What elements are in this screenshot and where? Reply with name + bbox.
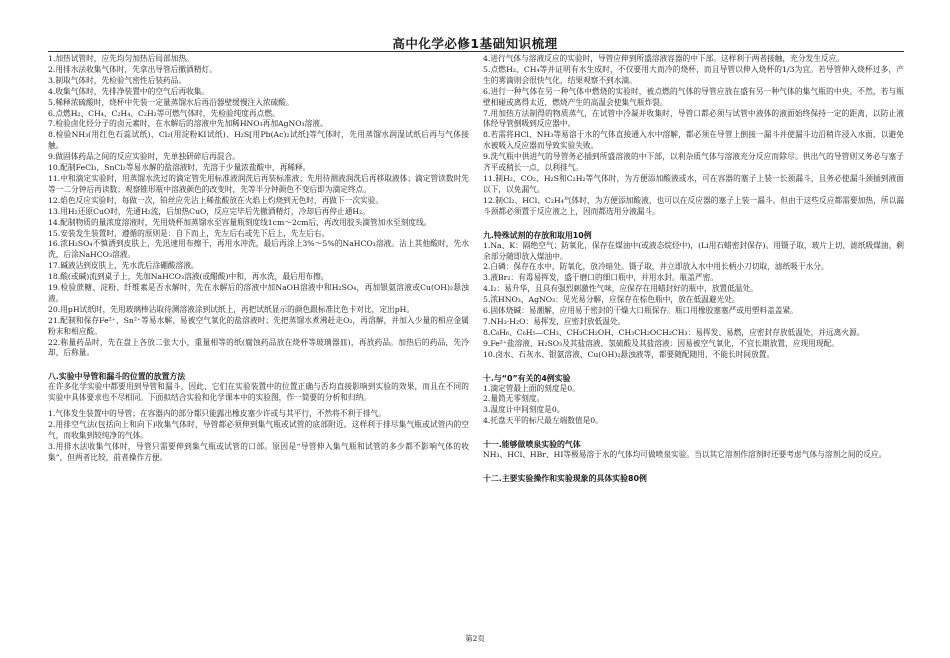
list-item: 4.收集气体时，先排净装置中的空气后再收集。: [48, 86, 210, 96]
section-heading-9: 九.特殊试剂的存放和取用10例: [483, 230, 592, 240]
list-item: 12.制Cl₂、HCl、C₂H₄气体时，为方便添加酸液，也可以在反应器的塞子上装一漏斗。但由于这些反应都需要加热，所以漏斗颈都必须置于反应液之上，因而都选用分液漏斗。: [483, 195, 904, 216]
list-item: 9.洗气瓶中供进气的导管务必插到所盛溶液的中下部，以利杂质气体与溶液充分反应而除尽。供出气的导管则又务必与塞子齐平或稍长一点，以利排气。: [483, 152, 904, 173]
list-item: 1.气体发生装置中的导管；在容器内的部分都只能露出橡皮塞少许或与其平行，不然将不利于排气。: [48, 409, 386, 419]
list-item: 8.C₆H₆、C₆H₅—CH₃、CH₃CH₂OH、CH₃CH₂OCH₂CH₃：易挥发、易燃，应密封存放低温处，并远离火源。: [483, 327, 865, 337]
list-item: 10.配制FeCl₃，SnCl₂等易水解的盐溶液时，先溶于少量浓盐酸中，再稀释。: [48, 163, 311, 173]
section-heading-12: 十二.主要实验操作和实验现象的具体实验80例: [483, 474, 647, 484]
list-item: 8.检验NH₃(用红色石蕊试纸)、Cl₂(用淀粉KI试纸)、H₂S[用Pb(Ac)₂试纸]等气体时，先用蒸馏水润湿试纸后再与气体接触。: [48, 130, 469, 151]
list-item: 1.Na、K：隔绝空气；防氧化，保存在煤油中(或液态烷烃中)，(Li用石蜡密封保存)。用镊子取，玻片上切，滤纸吸煤油，剩余部分随即放入煤油中。: [483, 240, 904, 261]
section-intro: 在许多化学实验中都要用到导管和漏斗，因此，它们在实验装置中的位置正确与否均直接影响到实验的效果，而且在不同的实验中具体要求也不尽相同。下面拟结合实验和化学课本中的实验图，作一简要的分析和归纳。: [48, 382, 469, 403]
list-item: 5.稀释浓硫酸时，烧杯中先装一定量蒸馏水后再沿器壁缓慢注入浓硫酸。: [48, 97, 294, 107]
list-item: 3.液Br₂：有毒易挥发，盛于磨口的细口瓶中，并用水封。瓶盖严密。: [483, 273, 718, 283]
list-item: 14.配制物质的量浓度溶液时，先用烧杯加蒸馏水至容量瓶刻度线1cm～2cm后，再改用胶头滴管加水至刻度线。: [48, 217, 432, 227]
list-item: 5.浓HNO₃、AgNO₃：见光易分解，应保存在棕色瓶中，放在低温避光处。: [483, 295, 740, 305]
list-item: 3.用排水法收集气体时，导管只需要伸到集气瓶或试管的口部。原因是“导管伸入集气瓶和试管的多少都不影响气体的收集”，但两者比较，前者操作方便。: [48, 441, 469, 462]
list-item: 16.浓H₂SO₄不慎洒到皮肤上，先迅速用布擦干，再用水冲洗，最后再涂上3%～5%的NaHCO₃溶液。沾上其他酸时，先水洗，后涂NaHCO₃溶液。: [48, 239, 469, 260]
right-column: [483, 54, 904, 484]
list-item: 2.量筒无零刻度。: [483, 394, 545, 404]
list-item: 7.NH₃·H₂O：易挥发，应密封放低温处。: [483, 316, 626, 326]
list-item: 6.点燃H₂、CH₄、C₂H₄、C₂H₂等可燃气体时，先检验纯度再点燃。: [48, 108, 280, 118]
list-item: 11.制H₂、CO₂、H₂S和C₂H₂等气体时，为方便添加酸液或水，可在容器的塞子上装一长颈漏斗，且务必使漏斗颈插到液面以下，以免漏气。: [483, 173, 904, 194]
list-item: 12.焰色反应实验时，每做一次，铂丝应先沾上稀盐酸放在火焰上灼烧到无色时，再做下一次实验。: [48, 195, 384, 205]
list-item: 1.加热试管时，应先均匀加热后局部加热。: [48, 54, 194, 63]
list-item: 20.用pH试纸时，先用玻璃棒沾取待测溶液涂到试纸上，再把试纸显示的颜色跟标准比色卡对比，定出pH。: [48, 304, 415, 314]
list-item: 9.Fe²⁺盐溶液、H₂SO₃及其盐溶液、氢硫酸及其盐溶液：因易被空气氧化，不宜长期放置，应现用现配。: [483, 338, 839, 348]
list-item: 13.用H₂还原CuO时，先通H₂流，后加热CuO，反应完毕后先撤酒精灯，冷却后再停止通H₂。: [48, 206, 370, 216]
list-item: 19.检验蔗糖、淀粉、纤维素是否水解时，先在水解后的溶液中加NaOH溶液中和H₂SO₄，再加银氨溶液或Cu(OH)₂悬浊液。: [48, 283, 469, 303]
list-item: 9.做固体药品之间的反应实验时，先单独研碎后再混合。: [48, 152, 240, 162]
list-item: 2.白磷：保存在水中，防氧化，放冷暗处。镊子取，并立即放入水中用长柄小刀切取，滤纸吸干水分。: [483, 262, 829, 272]
list-item: 10.卤水、石灰水、银氨溶液、Cu(OH)₂悬浊液等，都要随配随用，不能长时间放置。: [483, 349, 775, 359]
list-item: 2.用排水法收集气体时，先拿出导管后撤酒精灯。: [48, 64, 217, 74]
left-column: [48, 54, 469, 464]
list-item: 4.I₂：易升华，且具有强烈刺激性气味，应保存在用蜡封好的瓶中，放置低温处。: [483, 284, 758, 294]
title-underline: [48, 51, 904, 52]
page-number: 第2页: [465, 634, 485, 643]
list-item: 4.进行气体与溶液反应的实验时，导管应伸到所盛溶液容器的中下部。这样利于两者接触，充分发生反应。: [483, 54, 844, 63]
section-heading-10: 十.与“0”有关的4例实验: [483, 373, 571, 383]
list-item: 7.检验卤化烃分子的卤元素时，在水解后的溶液中先加稀HNO₃再加AgNO₃溶液。: [48, 119, 328, 129]
list-item: 7.用加热方法制得的物质蒸气，在试管中冷凝并收集时，导管口都必须与试管中液体的液面始终保持一定的距离，以防止液体经导管倒吸到反应器中。: [483, 108, 904, 129]
list-item: 22.称量药品时，先在盘上各放二张大小，重量相等的纸(腐蚀药品放在烧杯等玻璃器皿)，再放药品。加热后的药品，先冷却，后称量。: [48, 337, 469, 358]
list-item: 2.用排空气法(包括向上和向下)收集气体时，导管都必须伸到集气瓶或试管的底部附近。这样利于排尽集气瓶或试管内的空气，而收集到较纯净的气体。: [48, 420, 469, 440]
list-item: 17.碱液沾到皮肤上，先水洗后涂硼酸溶液。: [48, 261, 199, 271]
list-item: 18.酸(或碱)流到桌子上，先加NaHCO₃溶液(或醋酸)中和，再水洗，最后用布擦。: [48, 272, 329, 282]
section-heading-11: 十一.能够做喷泉实验的气体: [483, 440, 581, 450]
list-item: 3.制取气体时，先检验气密性后装药品。: [48, 75, 187, 85]
list-item: 5.点燃H₂、CH₄等并证明有水生成时，不仅要用大而冷的烧杯，而且导管以伸入烧杯的1/3为宜。若导管伸入烧杯过多，产生的雾滴则会很快气化，结果观察不到水滴。: [483, 64, 904, 85]
list-item: 8.若需将HCl、NH₃等易溶于水的气体直接通入水中溶解，都必须在导管上倒接一漏斗并使漏斗边沿稍许浸入水面，以避免水被吸入反应器而导致实验失败。: [483, 130, 904, 151]
list-item: 1.滴定管最上面的刻度是0。: [483, 383, 580, 393]
section-heading-8: 八.实验中导管和漏斗的位置的放置方法: [48, 372, 186, 382]
list-item: 6.进行一种气体在另一种气体中燃烧的实验时，被点燃的气体的导管应放在盛有另一种气体的集气瓶的中央。不然，若与瓶壁相碰或离得太近，燃烧产生的高温会使集气瓶炸裂。: [483, 86, 904, 107]
list-item: 6.固体烧碱：易潮解，应用易于密封的干燥大口瓶保存。瓶口用橡胶塞塞严或用塑料盖盖紧。: [483, 306, 798, 316]
document-title: 高中化学必修1基础知识梳理: [392, 36, 558, 51]
list-item: 3.温度计中间刻度是0。: [483, 405, 565, 415]
list-item: 15.安装发生装置时，遵循的原则是：自下而上，先左后右或先下后上，先左后右。: [48, 228, 330, 238]
list-item: 4.托盘天平的标尺最左端数值是0。: [483, 416, 603, 426]
section-text: NH₃、HCl、HBr、HI等极易溶于水的气体均可做喷泉实验。当以其它溶剂作溶剂时还要考虑气体与溶剂之间的反应。: [483, 450, 887, 460]
list-item: 21.配制和保存Fe²⁺、Sn²⁺等易水解、易被空气氧化的盐溶液时；先把蒸馏水煮沸赶走O₂，再溶解，并加入少量的相应金属粉末和相应酸。: [48, 315, 469, 336]
list-item: 11.中和滴定实验时，用蒸馏水洗过的滴定管先用标准液润洗后再装标准液；先用待测液润洗后再移取液体；滴定管读数时先等一二分钟后再读数；观察锥形瓶中溶液颜色的改变时，先等半分钟颜色不变后即为滴定终点。: [48, 173, 469, 194]
